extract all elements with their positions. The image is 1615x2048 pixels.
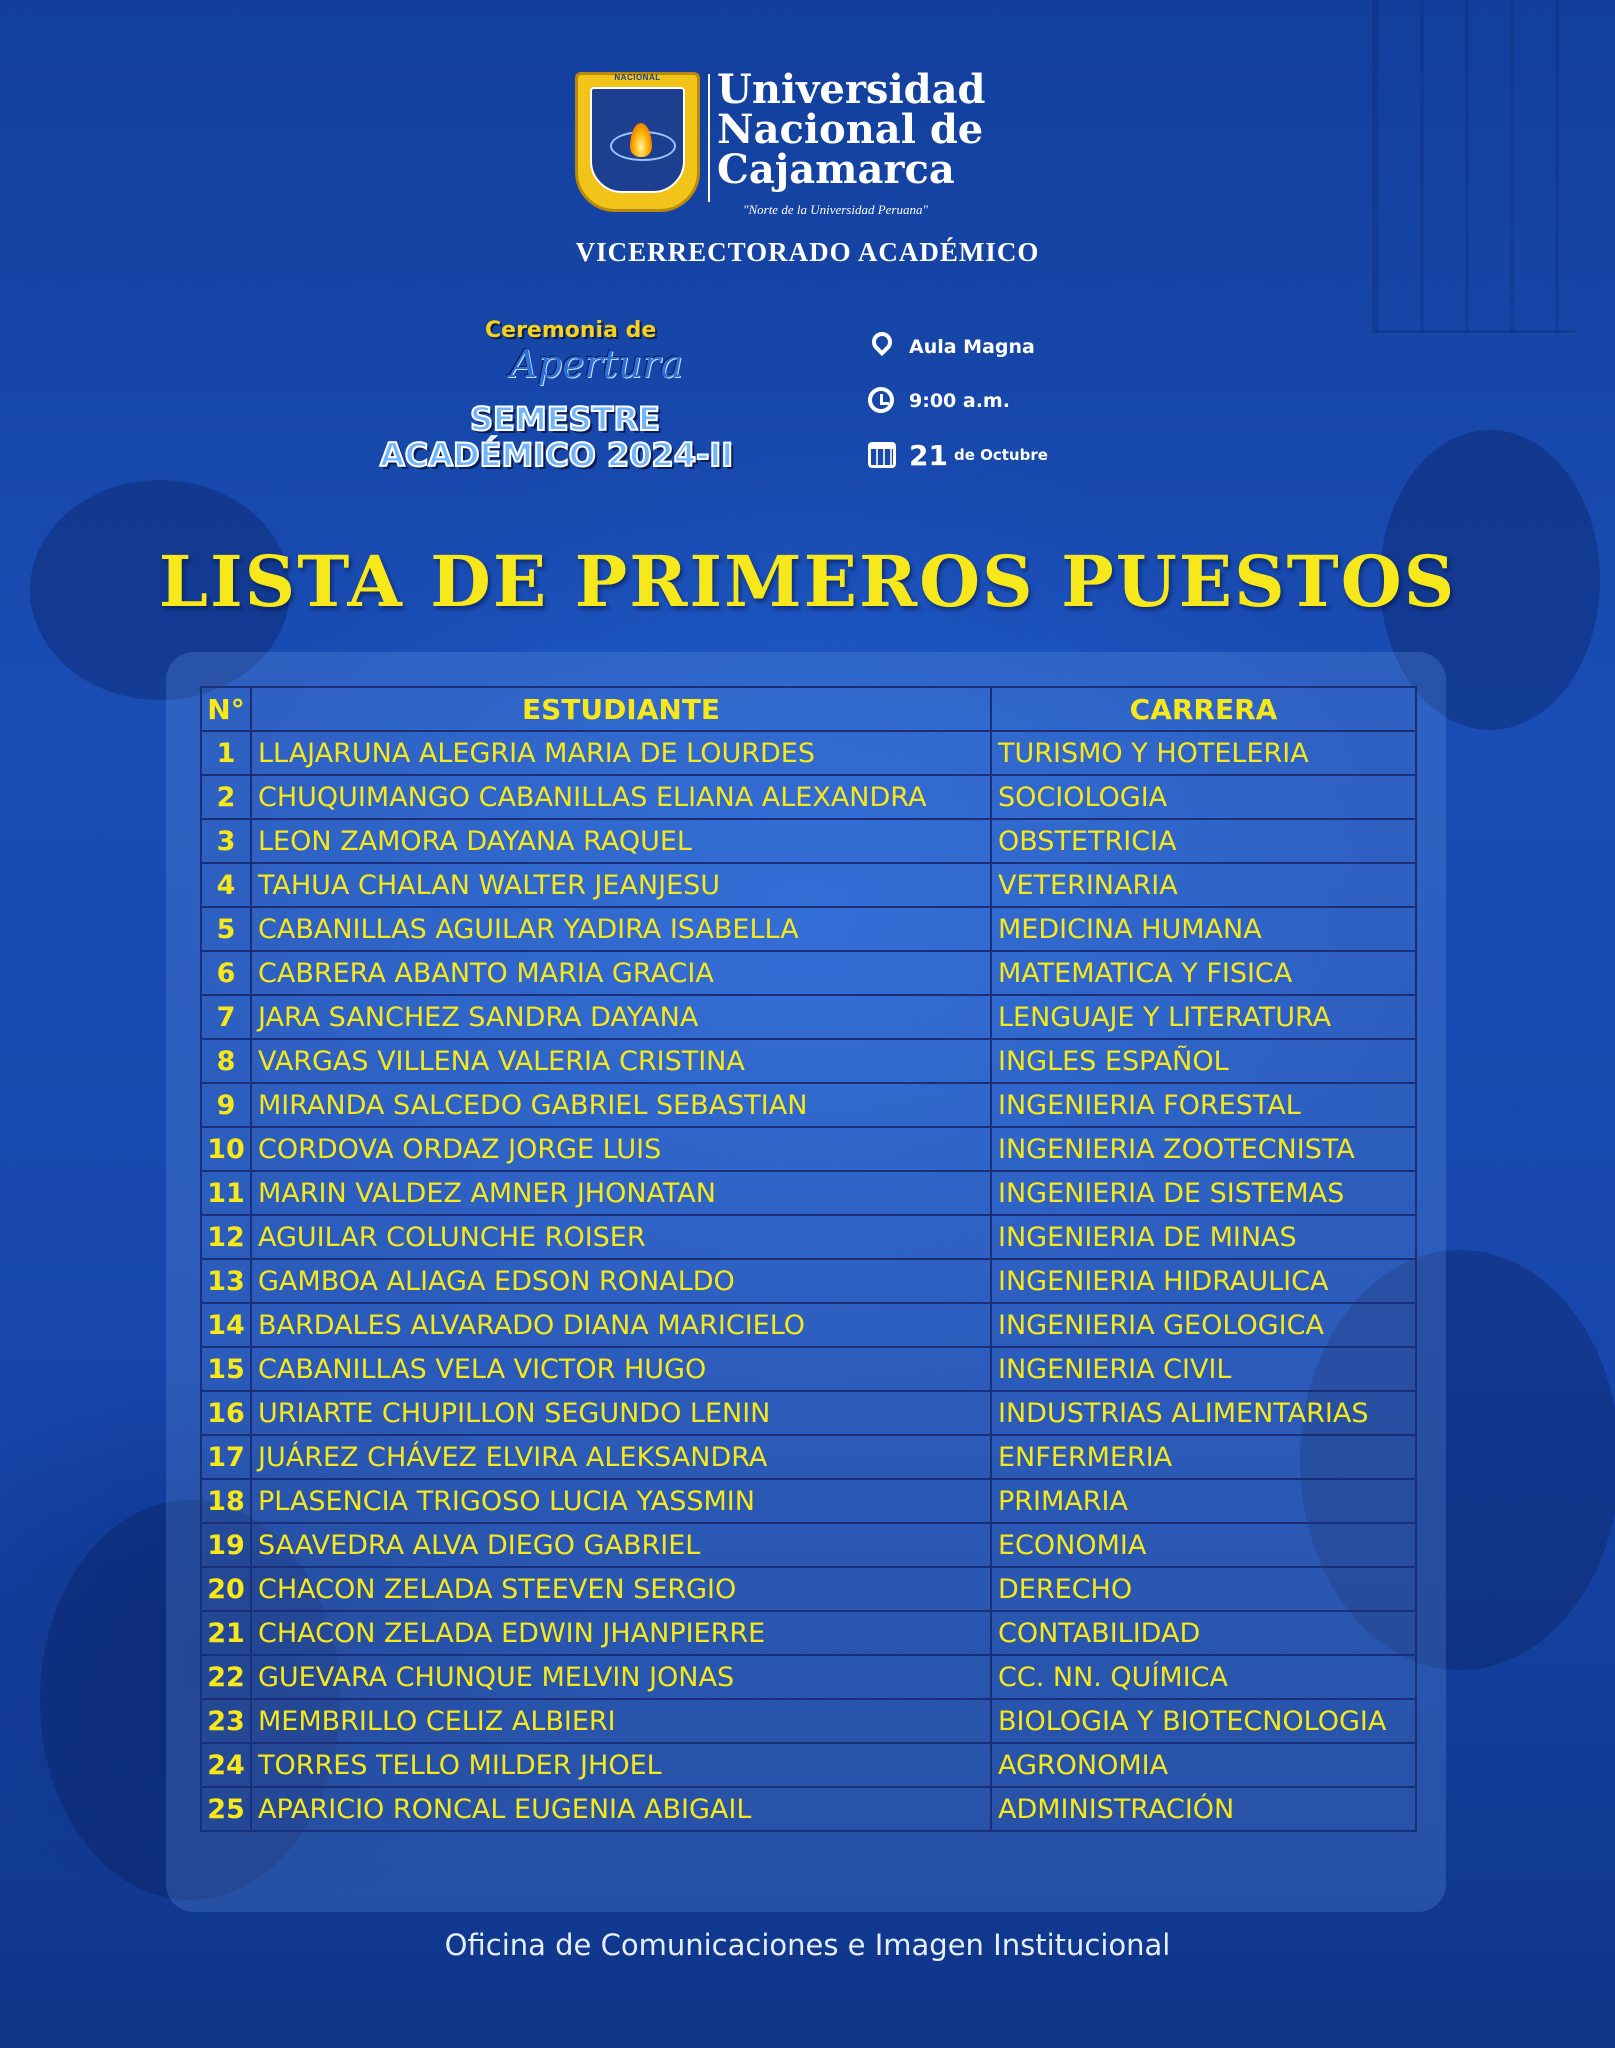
student-name: MARIN VALDEZ AMNER JHONATAN [251,1171,991,1215]
career-name: ENFERMERIA [991,1435,1416,1479]
career-name: VETERINARIA [991,863,1416,907]
row-number: 23 [201,1699,251,1743]
event-location: Aula Magna [865,330,1035,364]
row-number: 19 [201,1523,251,1567]
student-name: CABANILLAS AGUILAR YADIRA ISABELLA [251,907,991,951]
student-name: GUEVARA CHUNQUE MELVIN JONAS [251,1655,991,1699]
event-date [865,438,1048,472]
career-name: PRIMARIA [991,1479,1416,1523]
student-name: JARA SANCHEZ SANDRA DAYANA [251,995,991,1039]
career-name: CONTABILIDAD [991,1611,1416,1655]
date-month: de Octubre [953,446,1048,464]
shield-text: NACIONAL [614,73,661,82]
table-row [201,1347,1416,1391]
career-name: INGENIERIA FORESTAL [991,1083,1416,1127]
row-number: 10 [201,1127,251,1171]
table-row [201,1699,1416,1743]
student-name: JUÁREZ CHÁVEZ ELVIRA ALEKSANDRA [251,1435,991,1479]
row-number: 17 [201,1435,251,1479]
column-header-number: N° [201,687,251,731]
row-number: 16 [201,1391,251,1435]
student-name: AGUILAR COLUNCHE ROISER [251,1215,991,1259]
row-number: 1 [201,731,251,775]
row-number: 7 [201,995,251,1039]
career-name: MEDICINA HUMANA [991,907,1416,951]
student-name: SAAVEDRA ALVA DIEGO GABRIEL [251,1523,991,1567]
table-row [201,1655,1416,1699]
table-row [201,1127,1416,1171]
career-name: INGLES ESPAÑOL [991,1039,1416,1083]
career-name: OBSTETRICIA [991,819,1416,863]
table-row [201,1743,1416,1787]
career-name: MATEMATICA Y FISICA [991,951,1416,995]
table-row [201,775,1416,819]
table-row [201,1171,1416,1215]
table-row [201,1611,1416,1655]
student-name: MEMBRILLO CELIZ ALBIERI [251,1699,991,1743]
event-time: 9:00 a.m. [865,384,1010,418]
row-number: 5 [201,907,251,951]
row-number: 22 [201,1655,251,1699]
student-name: CHACON ZELADA STEEVEN SERGIO [251,1567,991,1611]
student-name: CABANILLAS VELA VICTOR HUGO [251,1347,991,1391]
student-name: CHUQUIMANGO CABANILLAS ELIANA ALEXANDRA [251,775,991,819]
row-number: 13 [201,1259,251,1303]
row-number: 14 [201,1303,251,1347]
row-number: 8 [201,1039,251,1083]
student-name: BARDALES ALVARADO DIANA MARICIELO [251,1303,991,1347]
career-name: SOCIOLOGIA [991,775,1416,819]
row-number: 9 [201,1083,251,1127]
results-table [200,686,1417,1832]
student-name: GAMBOA ALIAGA EDSON RONALDO [251,1259,991,1303]
table-row [201,951,1416,995]
university-logo [575,68,995,238]
page-title: LISTA DE PRIMEROS PUESTOS [158,540,1457,623]
row-number: 3 [201,819,251,863]
table-row [201,1083,1416,1127]
career-name: CC. NN. QUÍMICA [991,1655,1416,1699]
career-name: ADMINISTRACIÓN [991,1787,1416,1831]
row-number: 25 [201,1787,251,1831]
column-header-career: CARRERA [991,687,1416,731]
footer-office: Oficina de Comunicaciones e Imagen Institucional [444,1928,1171,1962]
table-row [201,1435,1416,1479]
student-name: TAHUA CHALAN WALTER JEANJESU [251,863,991,907]
table-row [201,995,1416,1039]
row-number: 20 [201,1567,251,1611]
table-row [201,1787,1416,1831]
row-number: 24 [201,1743,251,1787]
row-number: 18 [201,1479,251,1523]
ceremony-line-2: Apertura [510,342,683,386]
calendar-icon [865,438,899,472]
table-row [201,907,1416,951]
student-name: CABRERA ABANTO MARIA GRACIA [251,951,991,995]
career-name: INGENIERIA GEOLOGICA [991,1303,1416,1347]
career-name: INDUSTRIAS ALIMENTARIAS [991,1391,1416,1435]
event-info [865,330,1085,480]
table-row [201,731,1416,775]
table-row [201,819,1416,863]
torch-flame-icon [630,123,652,157]
table-row [201,863,1416,907]
student-name: VARGAS VILLENA VALERIA CRISTINA [251,1039,991,1083]
career-name: INGENIERIA ZOOTECNISTA [991,1127,1416,1171]
student-name: MIRANDA SALCEDO GABRIEL SEBASTIAN [251,1083,991,1127]
table-row [201,1391,1416,1435]
student-name: CORDOVA ORDAZ JORGE LUIS [251,1127,991,1171]
career-name: DERECHO [991,1567,1416,1611]
table-row [201,1259,1416,1303]
university-name: Universidad Nacional de Cajamarca [717,66,986,193]
ceremony-line-3: SEMESTRE [470,400,660,438]
table-row [201,1479,1416,1523]
career-name: LENGUAJE Y LITERATURA [991,995,1416,1039]
career-name: TURISMO Y HOTELERIA [991,731,1416,775]
career-name: INGENIERIA CIVIL [991,1347,1416,1391]
table-header-row [201,687,1416,731]
table-row [201,1567,1416,1611]
student-name: APARICIO RONCAL EUGENIA ABIGAIL [251,1787,991,1831]
background-window [1372,0,1575,333]
row-number: 4 [201,863,251,907]
date-day: 21 [909,438,948,472]
row-number: 21 [201,1611,251,1655]
career-name: INGENIERIA DE MINAS [991,1215,1416,1259]
university-motto: "Norte de la Universidad Peruana" [743,202,928,217]
row-number: 11 [201,1171,251,1215]
career-name: INGENIERIA HIDRAULICA [991,1259,1416,1303]
column-header-student: ESTUDIANTE [251,687,991,731]
career-name: INGENIERIA DE SISTEMAS [991,1171,1416,1215]
table-row [201,1523,1416,1567]
table-row [201,1303,1416,1347]
student-name: TORRES TELLO MILDER JHOEL [251,1743,991,1787]
ceremony-line-4: ACADÉMICO 2024-II [380,436,734,474]
row-number: 15 [201,1347,251,1391]
university-shield-icon [575,72,700,212]
student-name: URIARTE CHUPILLON SEGUNDO LENIN [251,1391,991,1435]
clock-icon [865,384,899,418]
table-row [201,1039,1416,1083]
student-name: LEON ZAMORA DAYANA RAQUEL [251,819,991,863]
career-name: AGRONOMIA [991,1743,1416,1787]
logo-divider [708,74,710,202]
location-pin-icon [865,330,899,364]
student-name: PLASENCIA TRIGOSO LUCIA YASSMIN [251,1479,991,1523]
department-title: VICERRECTORADO ACADÉMICO [575,237,1040,267]
table-row [201,1215,1416,1259]
student-name: CHACON ZELADA EDWIN JHANPIERRE [251,1611,991,1655]
ceremony-heading [370,318,810,493]
row-number: 12 [201,1215,251,1259]
career-name: ECONOMIA [991,1523,1416,1567]
row-number: 6 [201,951,251,995]
row-number: 2 [201,775,251,819]
student-name: LLAJARUNA ALEGRIA MARIA DE LOURDES [251,731,991,775]
ceremony-line-1: Ceremonia de [485,318,657,343]
career-name: BIOLOGIA Y BIOTECNOLOGIA [991,1699,1416,1743]
